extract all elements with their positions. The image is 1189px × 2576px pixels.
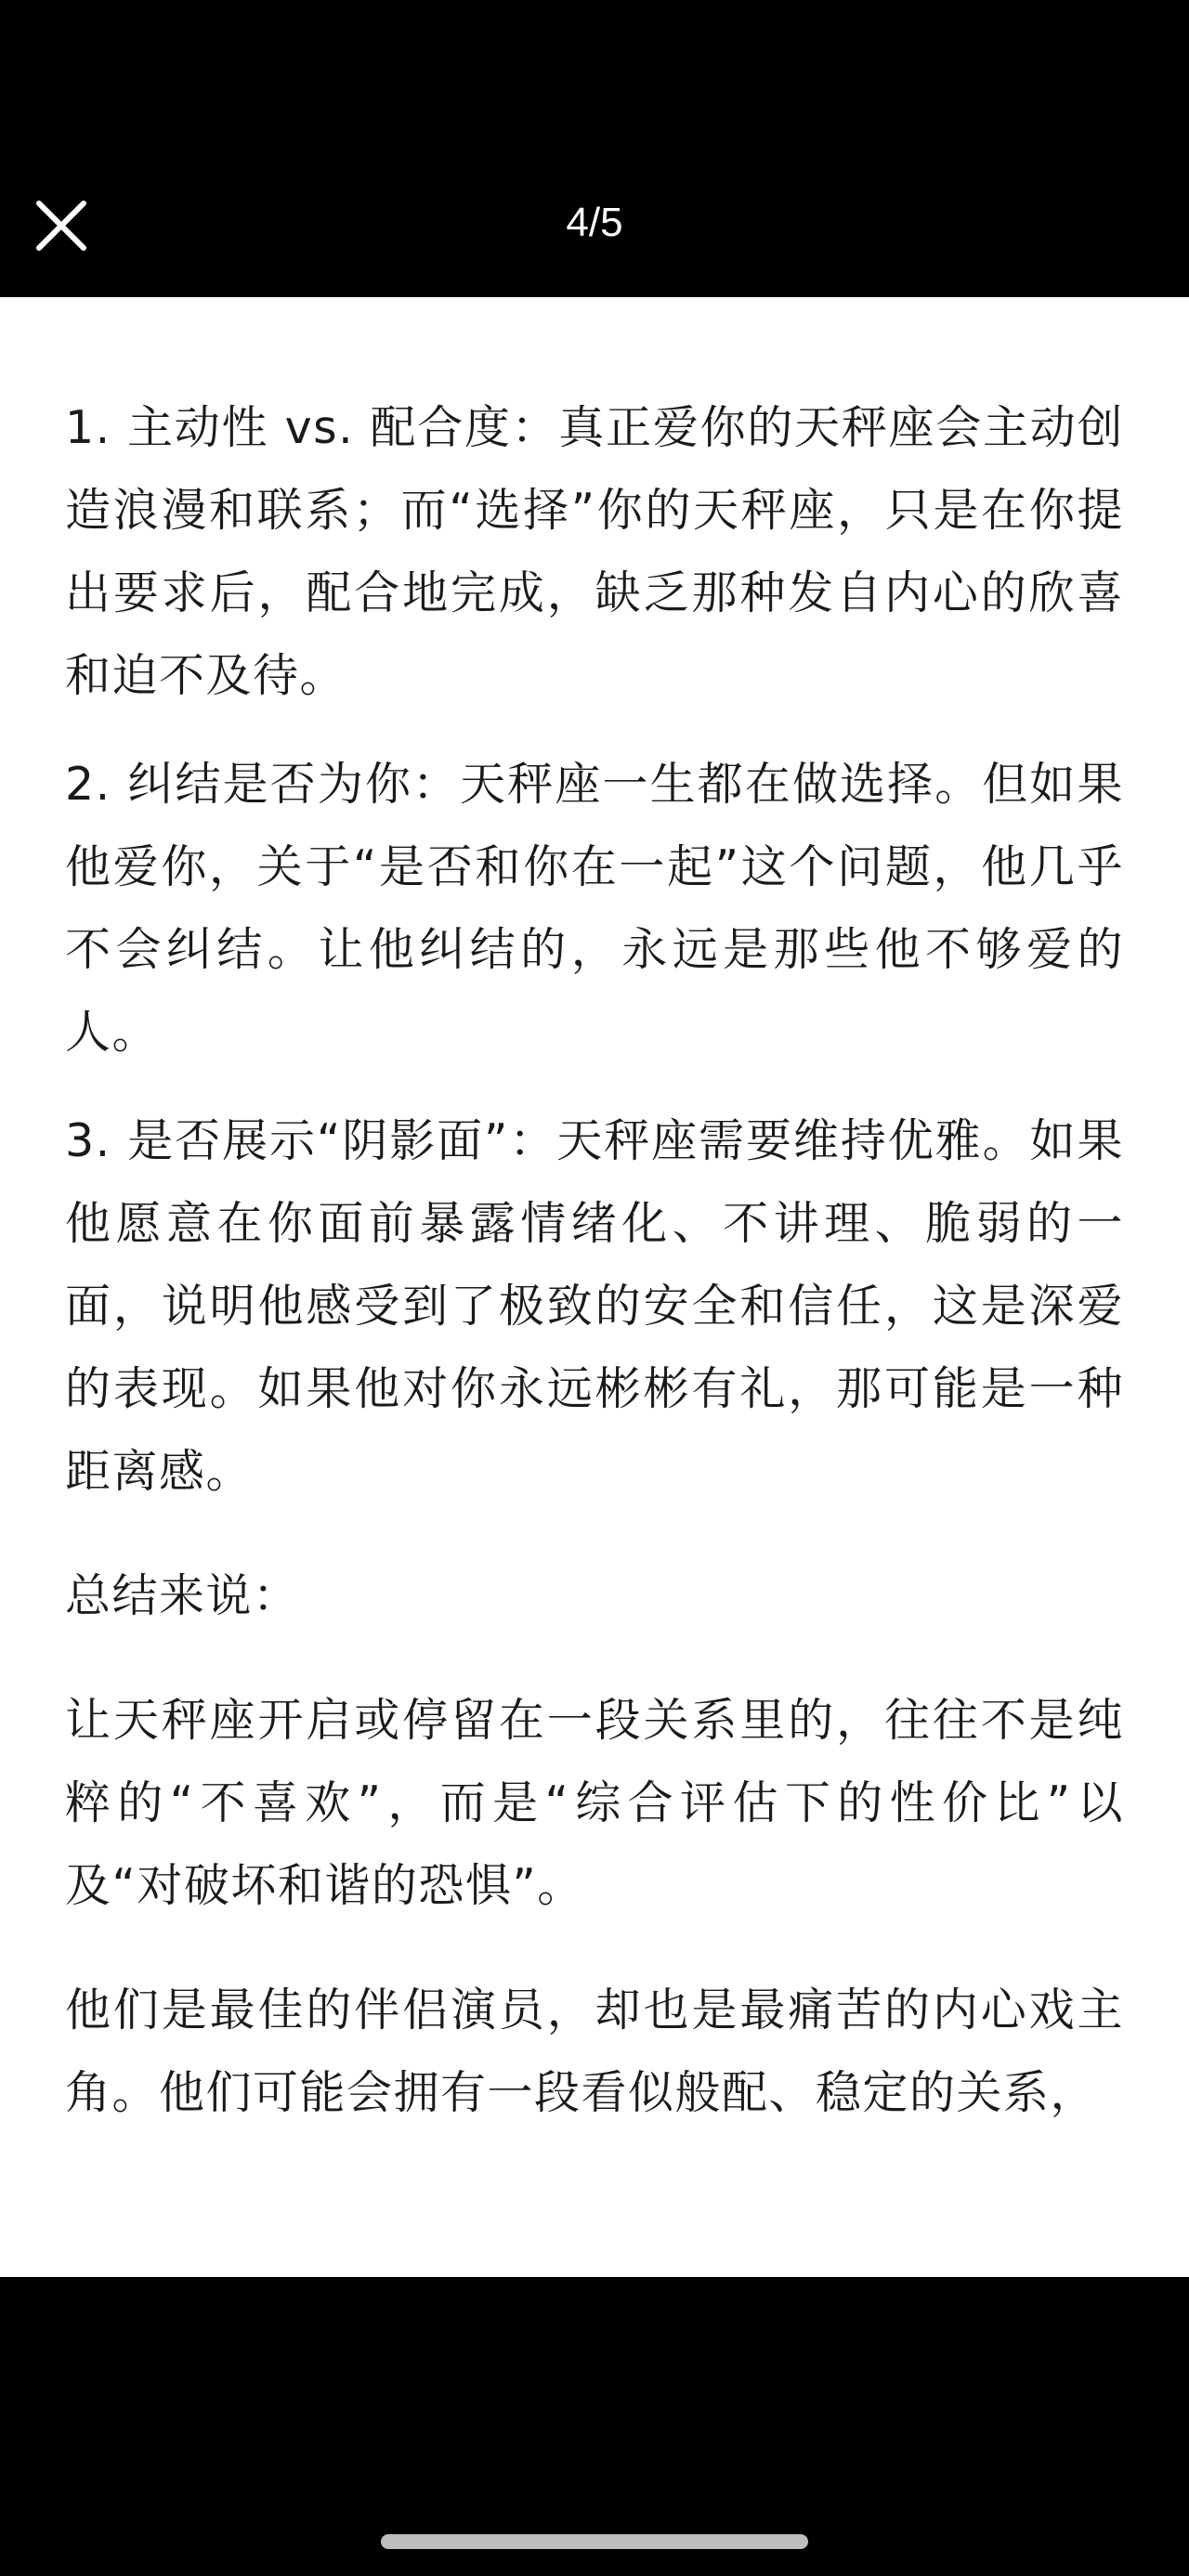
image-content bbox=[0, 297, 1189, 2277]
paragraph-summary: 让天秤座开启或停留在一段关系里的，往往不是纯粹的“不喜欢”，而是“综合评估下的性价比”以及“对破坏和谐的恐惧”。 bbox=[65, 1694, 1124, 1912]
paragraph-shadow-side: 3. 是否展示“阴影面”：天秤座需要维持优雅。如果他愿意在你面前暴露情绪化、不讲理、脆弱的一面，说明他感受到了极致的安全和信任，这是深爱的表现。如果他对你永远彬彬有礼，那可能是一种距离感。 bbox=[65, 1114, 1124, 1498]
viewer-bottom-bar bbox=[0, 2277, 1189, 2576]
summary-heading: 总结来说： bbox=[65, 1569, 300, 1622]
page-counter: 4/5 bbox=[566, 200, 623, 245]
home-indicator[interactable] bbox=[381, 2534, 808, 2549]
paragraph-hesitation: 2. 纠结是否为你：天秤座一生都在做选择。但如果他爱你，关于“是否和你在一起”这个问题，他几乎不会纠结。让他纠结的，永远是那些他不够爱的人。 bbox=[65, 758, 1124, 1059]
viewer-top-bar bbox=[0, 0, 1189, 297]
article-text bbox=[65, 386, 1124, 2134]
paragraph-initiative: 1. 主动性 vs. 配合度：真正爱你的天秤座会主动创造浪漫和联系；而“选择”你的天秤座，只是在你提出要求后，配合地完成，缺乏那种发自内心的欣喜和迫不及待。 bbox=[65, 401, 1124, 702]
paragraph-actors: 他们是最佳的伴侣演员，却也是最痛苦的内心戏主角。他们可能会拥有一段看似般配、稳定的关系， bbox=[65, 1984, 1124, 2119]
